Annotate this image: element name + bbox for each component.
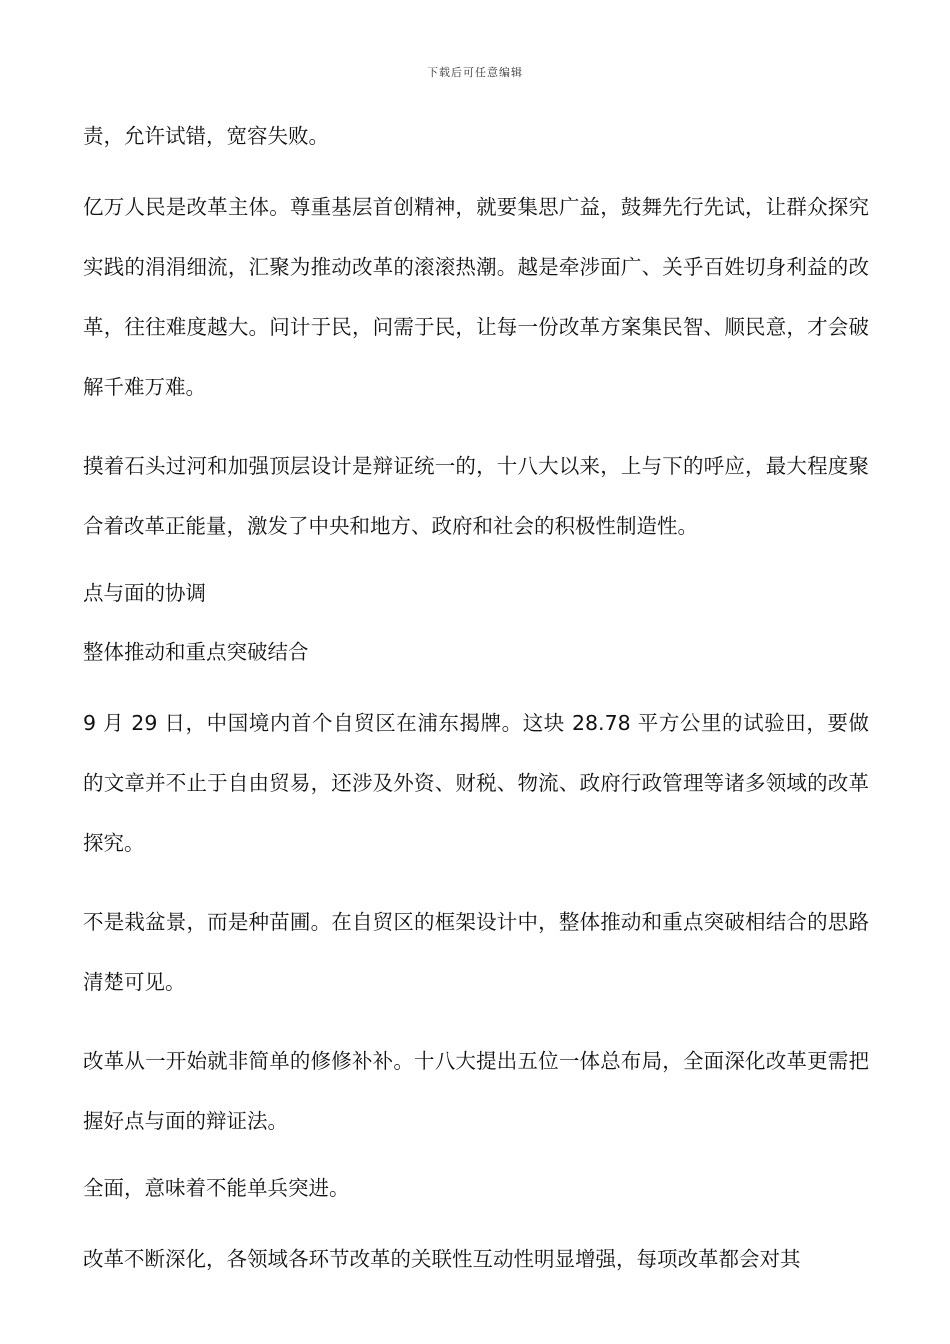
paragraph-3: 摸着石头过河和加强顶层设计是辩证统一的，十八大以来，上与下的呼应，最大程度聚合着改革正能量，激发了中央和地方、政府和社会的积极性制造性。 xyxy=(83,454,869,538)
paragraph-6: 改革从一开始就非简单的修修补补。十八大提出五位一体总布局，全面深化改革更需把握好点与面的辩证法。 xyxy=(83,1049,869,1133)
paragraph-7: 全面，意味着不能单兵突进。 xyxy=(83,1176,350,1200)
paragraph-8: 改革不断深化，各领域各环节改革的关联性互动性明显增强，每项改革都会对其 xyxy=(83,1247,801,1271)
document-body xyxy=(83,118,869,1308)
paragraph-1: 责，允许试错，宽容失败。 xyxy=(83,124,329,148)
section-heading: 点与面的协调 xyxy=(83,581,206,605)
paragraph-5: 不是栽盆景，而是种苗圃。在自贸区的框架设计中，整体推动和重点突破相结合的思路清楚可见。 xyxy=(83,910,869,994)
section-subheading: 整体推动和重点突破结合 xyxy=(83,640,309,664)
page-header: 下载后可任意编辑 xyxy=(427,66,523,79)
paragraph-2: 亿万人民是改革主体。尊重基层首创精神，就要集思广益，鼓舞先行先试，让群众探究实践的涓涓细流，汇聚为推动改革的滚滚热潮。越是牵涉面广、关乎百姓切身利益的改革，往往难度越大。问计于民，问需于民，让每一份改革方案集民智、顺民意，才会破解千难万难。 xyxy=(83,195,869,399)
paragraph-4: 9 月 29 日，中国境内首个自贸区在浦东揭牌。这块 28.78 平方公里的试验田，要做的文章并不止于自由贸易，还涉及外资、财税、物流、政府行政管理等诸多领域的改革探究。 xyxy=(83,711,869,855)
